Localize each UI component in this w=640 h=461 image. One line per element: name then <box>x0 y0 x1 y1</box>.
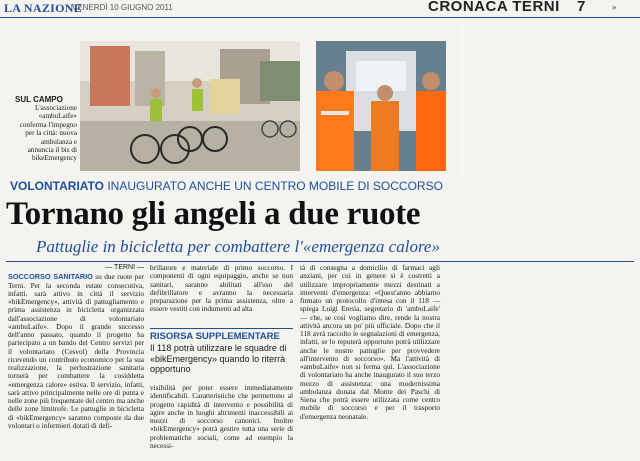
kicker <box>10 179 443 193</box>
empty-area-bottom <box>450 262 640 461</box>
headline: Tornano gli angeli a due ruote <box>6 196 421 232</box>
pull-quote-kicker: RISORSA SUPPLEMENTARE <box>150 331 280 342</box>
pull-quote <box>150 328 293 380</box>
page-number: 7 <box>577 0 586 15</box>
column-2-text-b: visibilità per poter essere immediatamente identificabili. Caratteristiche che permettono al progetto rapidità di intervento e possibilità di agire anche in luoghi altrimenti inaccessibili ai mezzi di soccorso canonici. Inoltre «bikEmergency» potrà gestire tutta una serie di problematiche sociali, come ad esempio la necessi- <box>150 383 293 450</box>
pull-quote-text: Il 118 potrà utilizzare le squadre di «bikEmergency» quando lo riterrà opportuno <box>150 343 287 374</box>
article-column-1 <box>8 264 144 430</box>
double-arrow-icon: » <box>612 2 617 12</box>
column-1-text: su due ruote per Terni. Per la seconda estate consecutiva, infatti, sarà attivo in città il servizio «bikEmergency», attività di pattugliamento e prima assistenza in bicicletta organizzata dall'associazione di volontariato «ambuLaife». Dopo il grande successo dell'anno passato, quando il progetto ha partecipato a un bando del Centro servizi per il volontariato (Cesvol) della Provincia ricevendo un contributo economico per la sua realizzazione, la perlustrazione sanitaria tornerà per combattere la cosiddetta «emergenza calore» estiva. Il servizio, infatti, sarà attivo principalmente nelle ore di punta e nelle zone più frequentate del centro ma anche delle zone limitrofe. Le pattuglie in bicicletta di «bikEmergency» saranno composte da due volontari o infermieri dotati di defi- <box>8 272 144 430</box>
column-3-text: tà di consegna a domicilio di farmaci agli anziani, per cui in genere si è costretti a utilizzare impropriamente mezzi destinati a interventi d'emergenza: «Quest'anno abbiamo firmato un protocollo d'intesa con il 118 — spiega Luigi Eresia, segretario di 'ambuLaife' — che, se così vogliamo dire, rende la nostra attività ancora un po' più ufficiale. Dopo che il 118 avrà raccolto le segnalazioni di emergenza, infatti, se lo reputerà opportuno potrà utilizzare anche le nostre pattuglie per provvedere all'intervento di soccorso». Ma l'attività di «ambuLaife» non si ferma qui. L'associazione di volontariato ha anche inaugurato il suo terzo mezzo di assistenza: una modernissima ambulanza donata dal Monte dei Paschi di Siena che potrà essere utilizzata come centro mobile di soccorso e per il trasporto d'emergenza neonatale. <box>300 263 440 421</box>
byline: — TERNI — <box>105 264 144 271</box>
section-title: CRONACA TERNI <box>428 0 560 15</box>
pull-quote-rule <box>150 328 293 329</box>
kicker-text: INAUGURATO ANCHE UN CENTRO MOBILE DI SOCCORSO <box>107 179 443 193</box>
ambulance-photo <box>316 41 446 171</box>
kicker-label: VOLONTARIATO <box>10 179 104 193</box>
column-2-text-a: brillatore e materiale di primo soccorso. I componenti di ogni equipaggio, anche se non sanitari, saranno abilitati all'uso del defibrillatore e avranno la necessaria preparazione per la prima assistenza, oltre a essere vestiti con indumenti ad alta <box>150 263 293 314</box>
article-column-2 <box>150 264 293 314</box>
issue-date: VENERDÌ 10 GIUGNO 2011 <box>72 3 173 12</box>
article-column-3 <box>300 264 440 421</box>
subheadline: Pattuglie in bicicletta per combattere l'«emergenza calore» <box>36 237 440 256</box>
empty-area <box>460 18 640 178</box>
cyclists-photo <box>80 41 300 171</box>
caption-text: L'associazione «ambuLaife» conferma l'impegno per la città: nuova ambulanza e annuncia il bis di bikeEmergency <box>19 104 77 163</box>
caption-title: SUL CAMPO <box>15 95 63 104</box>
publication-name: LA NAZIONE <box>4 1 83 15</box>
article-column-2-cont <box>150 384 293 450</box>
masthead <box>0 0 640 16</box>
lead-in: SOCCORSO SANITARIO <box>8 272 93 282</box>
